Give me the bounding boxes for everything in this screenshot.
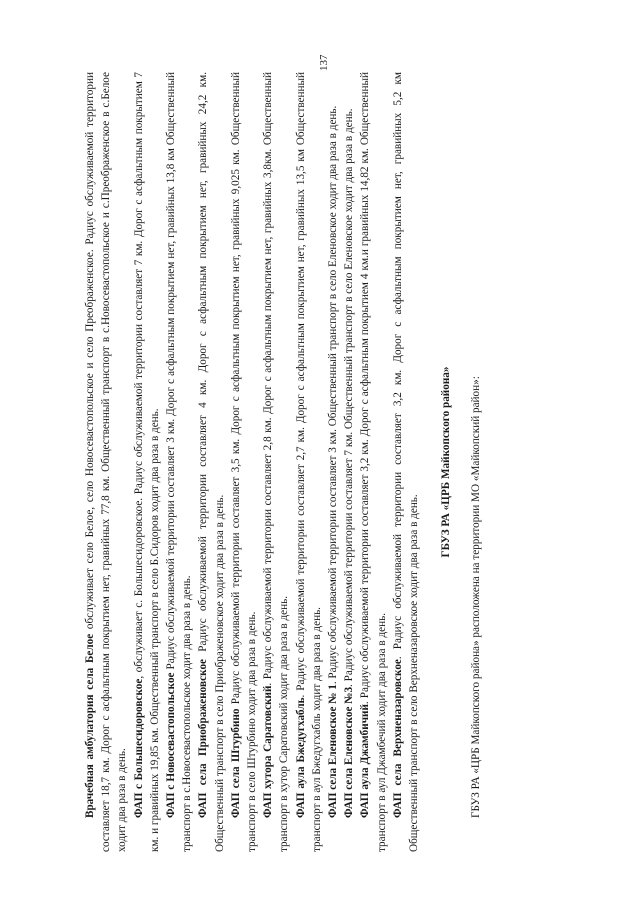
paragraph-fap-elenovskoe-3 [341, 72, 357, 852]
paragraph-lead: ФАП с Новосевастопольское [165, 672, 178, 818]
paragraph-fap-prioborazhenovskoe [195, 72, 227, 852]
paragraph-lead: Врачебная амбулатория села Белое [84, 633, 96, 818]
paragraph-lead: ФАП аула Бжедугхабль [294, 697, 307, 818]
paragraph-fap-novosevastopolskoe [163, 72, 195, 852]
paragraph-lead: ФАП аула Джамбичий [359, 704, 372, 818]
document-body [82, 72, 602, 852]
paragraph-text: . Радиус обслуживаемой территории составляет 7 км. Общественный транспорт в село Еленовское ходит два раза в день. [343, 108, 356, 687]
section-heading: ГБУЗ РА «ЦРБ Майкопского района» [440, 366, 453, 558]
paragraph-lead: ФАП хутора Саратовский [262, 685, 275, 818]
paragraph-text: . Радиус обслуживаемой территории составляет 3 км. Общественный транспорт в село Еленовское ходит два раза в день. [327, 105, 340, 685]
paragraph-text: . Радиус обслуживаемой территории составляет 3,2 км. Дорог с асфальтным покрытием нет, гравийных 5,2 км Общественный транспорт в село Верхненазаровское ходит два раза в день. [391, 72, 421, 852]
rotated-text-frame [82, 72, 602, 852]
paragraph-fap-bzhedugkhabl [293, 72, 325, 852]
paragraph-fap-saratovsky [260, 72, 292, 852]
paragraph-fap-shturbino [228, 72, 260, 852]
paragraph-text: обслуживает село Белое, село Новосевастопольское и село Преображенское. Радиус обслуживаемой территории составляет 18,7 км. Дорог с асфальтным покрытием нет, гравийных 77,8 км. Общественный транспорт в с.Новосевастопольское и с.Преображенское в с.Белое ходит два раза в день. [84, 72, 129, 852]
paragraph-text: . Радиус обслуживаемой территории составляет 3,2 км. Дорог с асфальтным покрытием 4 км.и гравийных 14,82 км. Общественный транспорт в аул Джамбечий ходит два раза в день. [359, 72, 388, 852]
paragraph-lead: ФАП села Верхненазаровское [391, 659, 404, 818]
closing-paragraph: ГБУЗ РА «ЦРБ Майкопского района» расположена на территории МО «Майкопский район»: [470, 376, 483, 818]
page-number: 137 [318, 54, 330, 72]
paragraph-lead: ФАП села Еленовское №3 [343, 686, 356, 818]
paragraph-text: . Радиус обслуживаемой территории составляет 2,7 км. Дорог с асфальтным покрытием нет, гравийных 13,5 км Общественный транспорт в аул Бжедугхабль ходит два раза в день. [294, 72, 323, 852]
paragraph-ambulatoria-beloe [82, 72, 131, 852]
paragraph-text: Радиус обслуживаемой территории составляет 3 км. Дорог с асфальтным покрытием нет, гравийных 13,8 км Общественный транспорт в с.Новосевастопольское ходит два раза в день. [165, 72, 194, 852]
paragraph-text: Радиус обслуживаемой территории составляет 3,5 км. Дорог с асфальтным покрытием нет, гравийных 9,025 км. Общественный транспорт в село Штурбино ходит два раза в день. [229, 72, 259, 852]
paragraph-text: Радиус обслуживаемой территории составляет 4 км. Дорог с асфальтным покрытием нет, гравийных 24,2 км. Общественный транспорт в село Приображеновское ходит два раза в день. [197, 72, 226, 852]
paragraph-text: , обслуживает с. Большесидоровское. Радиус обслуживаемой территории составляет 7 км. Дорог с асфальтным покрытием 7 км. и гравийных 19,85 км. Общественный транспорт в село Б.Сидоров ходит два раза в день. [132, 72, 161, 852]
paragraph-fap-elenovskoe-1 [325, 72, 341, 852]
paragraph-fap-bolshesidorovskoe [131, 72, 163, 852]
paragraph-text: . Радиус обслуживаемой территории составляет 2,8 км. Дорог с асфальтным покрытием нет, гравийных 3,8км. Общественный транспорт в хутор Саратовский ходит два раза в день. [262, 72, 291, 852]
paragraph-fap-verkhnenazarovskoe [390, 72, 422, 852]
paragraph-lead: ФАП села Приображеновское [197, 658, 210, 818]
paragraph-fap-dzhambichiy [357, 72, 389, 852]
paragraph-lead: ФАП села Еленовское № 1 [327, 684, 340, 818]
paragraph-lead: ФАП с Большесидоровское [132, 678, 145, 818]
paragraph-lead: ФАП села Штурбино [229, 708, 242, 818]
